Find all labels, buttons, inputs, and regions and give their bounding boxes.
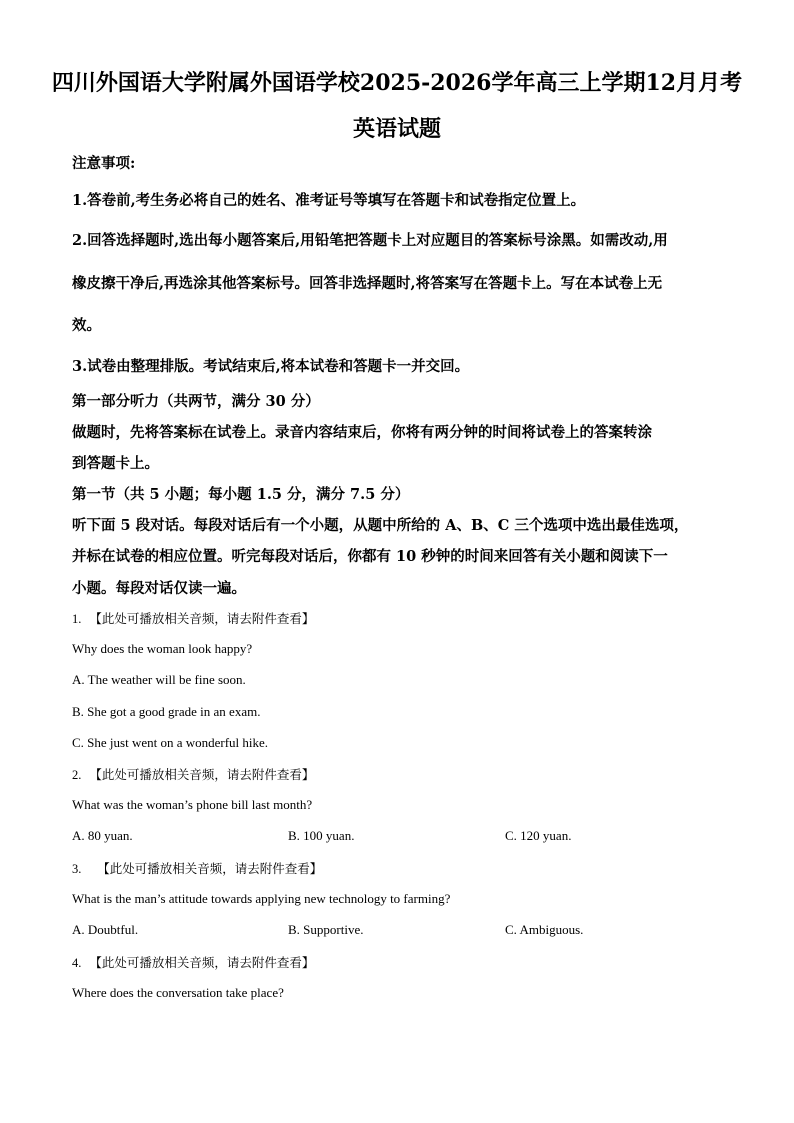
part1-desc-line-2: 到答题卡上。	[72, 455, 159, 472]
notes-item-2-line-3: 效。	[72, 317, 101, 334]
section1-desc-line-1: 听下面 5 段对话。每段对话后有一个小题，从题中所给的 A、B、C 三个选项中选出最佳选项，	[72, 517, 689, 534]
notes-item-2-line-2: 橡皮擦干净后,再选涂其他答案标号。回答非选择题时,将答案写在答题卡上。写在本试卷上无	[72, 275, 663, 292]
notes-heading: 注意事项:	[72, 155, 136, 172]
notes-item-1: 1.答卷前,考生务必将自己的姓名、准考证号等填写在答题卡和试卷指定位置上。	[72, 192, 586, 209]
part1-heading: 第一部分听力（共两节，满分 30 分）	[72, 393, 320, 410]
exam-title: 四川外国语大学附属外国语学校2025-2026学年高三上学期12月月考	[51, 70, 743, 96]
question-number: 1.	[72, 612, 82, 626]
question-3-stem: What is the man’s attitude towards applying new technology to farming?	[72, 891, 451, 906]
question-1-option-a: A. The weather will be fine soon.	[72, 672, 246, 687]
audio-note[interactable]: 【此处可播放相关音频，请去附件查看】	[89, 955, 315, 970]
question-2-stem: What was the woman’s phone bill last month?	[72, 797, 313, 812]
question-3-option-c: C. Ambiguous.	[505, 922, 584, 937]
section1-desc-line-2: 并标在试卷的相应位置。听完每段对话后，你都有 10 秒钟的时间来回答有关小题和阅读下一	[72, 548, 668, 565]
question-4-stem: Where does the conversation take place?	[72, 985, 284, 1000]
question-number: 2.	[72, 768, 82, 782]
question-3-header	[72, 859, 322, 877]
exam-subtitle: 英语试题	[352, 116, 441, 142]
question-1-header	[72, 609, 314, 627]
notes-item-2-line-1: 2.回答选择题时,选出每小题答案后,用铅笔把答题卡上对应题目的答案标号涂黑。如需改动,用	[72, 232, 668, 249]
section1-heading: 第一节（共 5 小题；每小题 1.5 分，满分 7.5 分）	[72, 486, 410, 503]
question-2-option-a: A. 80 yuan.	[72, 828, 133, 843]
question-1-option-b: B. She got a good grade in an exam.	[72, 704, 261, 719]
audio-note[interactable]: 【此处可播放相关音频，请去附件查看】	[89, 767, 315, 782]
question-2-option-c: C. 120 yuan.	[505, 828, 572, 843]
question-1-option-c: C. She just went on a wonderful hike.	[72, 735, 269, 750]
notes-item-3: 3.试卷由整理排版。考试结束后,将本试卷和答题卡一并交回。	[72, 358, 470, 375]
question-number: 4.	[72, 956, 82, 970]
question-2-option-b: B. 100 yuan.	[288, 828, 355, 843]
audio-note[interactable]: 【此处可播放相关音频，请去附件查看】	[89, 611, 315, 626]
question-2-header	[72, 765, 314, 783]
question-number: 3.	[72, 862, 82, 876]
question-4-header	[72, 953, 314, 971]
audio-note[interactable]: 【此处可播放相关音频，请去附件查看】	[97, 861, 323, 876]
section1-desc-line-3: 小题。每段对话仅读一遍。	[72, 580, 246, 597]
question-3-option-a: A. Doubtful.	[72, 922, 139, 937]
question-1-stem: Why does the woman look happy?	[72, 641, 253, 656]
question-3-option-b: B. Supportive.	[288, 922, 364, 937]
part1-desc-line-1: 做题时，先将答案标在试卷上。录音内容结束后，你将有两分钟的时间将试卷上的答案转涂	[72, 424, 652, 441]
